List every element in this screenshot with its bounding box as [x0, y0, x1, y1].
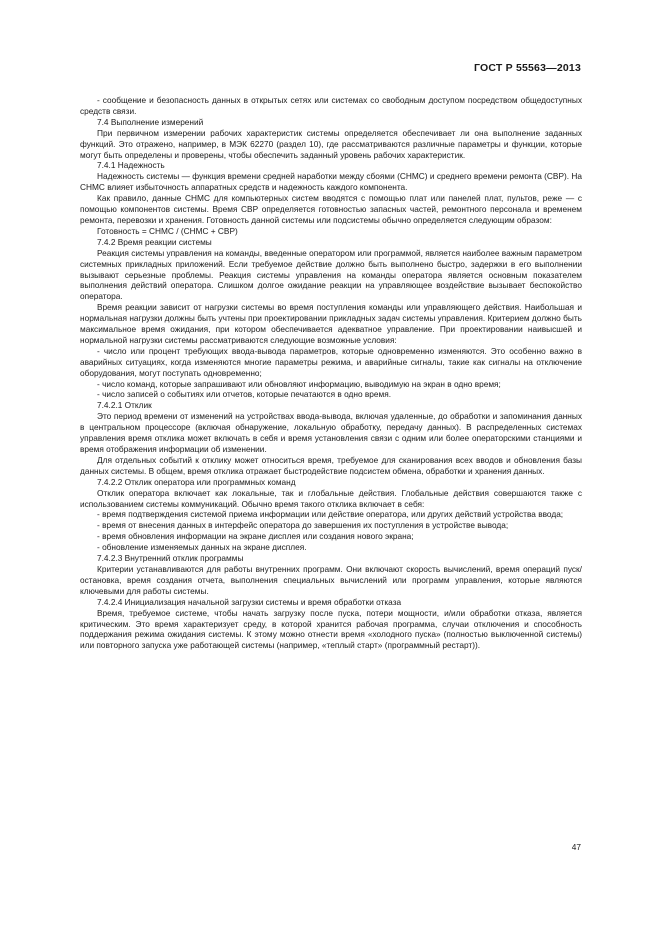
section-heading: 7.4.1 Надежность	[97, 160, 165, 171]
formula: Готовность = СНМС / (СНМС + СВР)	[97, 225, 238, 236]
list-item: - время обновления информации на экране дисплея или создания нового экрана;	[97, 531, 414, 542]
body-paragraph: Надежность системы — функция времени средней наработки между сбоями (СНМС) и среднего времени ремонта (СВР). На СНМС влияет избыточность аппаратных средств и надежность каждого компонента.	[80, 171, 582, 193]
section-heading: 7.4 Выполнение измерений	[97, 116, 204, 127]
list-item: - число команд, которые запрашивают или обновляют информацию, выводимую на экран в одно время;	[97, 378, 501, 389]
section-heading: 7.4.2.1 Отклик	[97, 400, 152, 411]
list-item: - сообщение и безопасность данных в открытых сетях или системах со свободным доступом посредством общедоступных средств связи.	[80, 95, 582, 116]
body-paragraph: Критерии устанавливаются для работы внутренних программ. Они включают скорость вычислений, время операций пуск/остановка, время создания отчета, выполнения специальных вычислений или программ управления, которые являются ключевыми для работы системы.	[80, 563, 582, 596]
section-heading: 7.4.2 Время реакции системы	[97, 236, 212, 247]
body-paragraph: Для отдельных событий к отклику может относиться время, требуемое для сканирования всех вводов и обновления базы данных системы. В общем, время отклика отражает быстродействие подсистем обмена, обработки и хранения данных.	[80, 454, 582, 476]
list-item: - обновление изменяемых данных на экране дисплея.	[97, 542, 307, 553]
body-paragraph: Время реакции зависит от нагрузки системы во время поступления команды или управляющего действия. Наибольшая и нормальная нагрузки должны быть учтены при проектировании прикладных задач системы управления. Критерием должно быть максимальное время ожидания, при котором обеспечивается адекватное управление. При проектировании наивысшей и нормальной нагрузки системы рассматриваются следующие возможные условия:	[80, 302, 582, 345]
document-body	[80, 95, 582, 651]
list-item: - число или процент требующих ввода-вывода параметров, которые одновременно изменяются. Это особенно важно в аварийных ситуациях, когда изменяются многие параметры режима, и аварийные сигналы, такие как сигналы на отключение оборудования, могут поступать одновременно;	[80, 345, 582, 378]
document-header: ГОСТ Р 55563—2013	[473, 62, 581, 74]
body-paragraph: Время, требуемое системе, чтобы начать загрузку после пуска, потери мощности, и/или обработки отказа, является критическим. Это время характеризует среду, в которой хранится рабочая программа, случаи отключения и способность поддержания режима ожидания системы. К этому можно отнести время «холодного пуска» (полностью выключенной системы) или повторного запуска уже работающей системы (например, «теплый старт» (программный рестарт)).	[80, 607, 582, 651]
body-paragraph: Реакция системы управления на команды, введенные оператором или программой, является наиболее важным параметром системных прикладных приложений. Если требуемое действие должно быть выполнено быстро, задержки в его выполнении вызывают серьезные проблемы. Реакция системы управления на команды оператора является основным показателем выполнения действий оператора. Слишком долгое ожидание реакции на управляющее воздействие вызывает беспокойство оператора.	[80, 247, 582, 302]
body-paragraph: При первичном измерении рабочих характеристик системы определяется обеспечивает ли она выполнение заданных функций. Это отражено, например, в МЭК 62270 (раздел 10), где рассматриваются различные параметры и функции, которые могут быть определены и проверены, чтобы обеспечить заданный уровень рабочих характеристик.	[80, 127, 582, 160]
page-number: 47	[571, 842, 581, 852]
section-heading: 7.4.2.4 Инициализация начальной загрузки системы и время обработки отказа	[97, 596, 402, 607]
list-item: - время от внесения данных в интерфейс оператора до завершения их поступления в устройстве вывода;	[97, 520, 509, 531]
body-paragraph: Отклик оператора включает как локальные, так и глобальные действия. Глобальные действия совершаются также с использованием системы коммуникаций. Обычно время такого отклика включает в себя:	[80, 487, 582, 509]
section-heading: 7.4.2.3 Внутренний отклик программы	[97, 553, 244, 564]
body-paragraph: Как правило, данные СНМС для компьютерных систем вводятся с помощью плат или панелей плат, пультов, реже — с помощью компонентов системы. Время СВР определяется готовностью запасных частей, ремонтного персонала и временем ремонта, перевозки и хранения. Готовность данной системы или подсистемы обычно определяется следующим образом:	[80, 193, 582, 225]
body-paragraph: Это период времени от изменений на устройствах ввода-вывода, включая удаленные, до обработки и запоминания данных в центральном процессоре (включая обнаружение, локальную обработку, передачу данных). В распределенных системах управления время отклика может включать в себя и время установления связи с одним или более операторскими станциями и время отображения информации об изменении.	[80, 411, 582, 454]
list-item: - время подтверждения системой приема информации или действие оператора, или других действий устройства ввода;	[97, 509, 564, 520]
section-heading: 7.4.2.2 Отклик оператора или программных команд	[97, 476, 296, 487]
list-item: - число записей о событиях или отчетов, которые печатаются в одно время.	[97, 389, 391, 400]
